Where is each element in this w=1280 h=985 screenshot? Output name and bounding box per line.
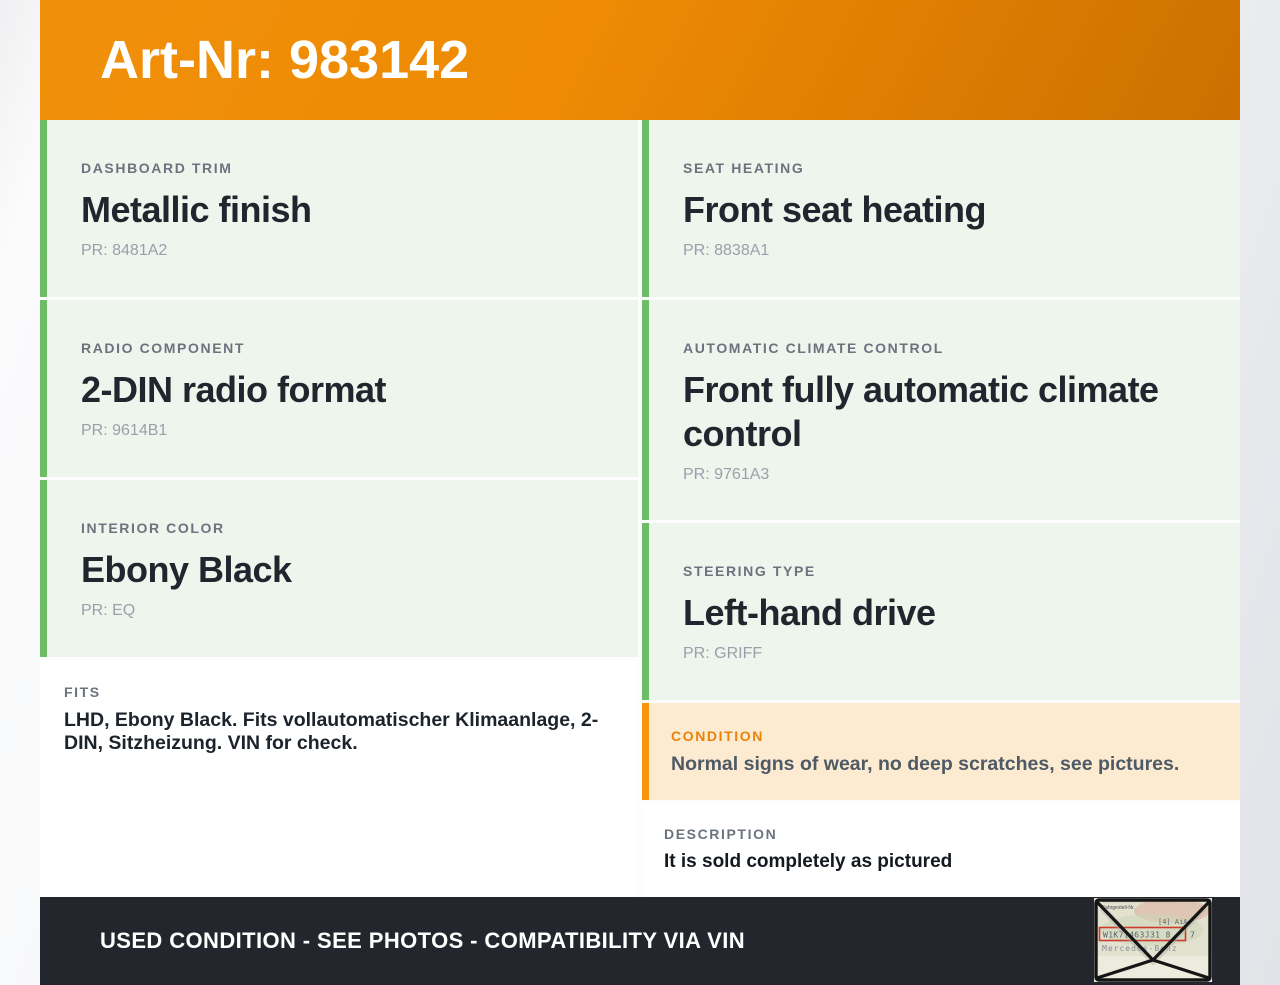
right-column [642,120,1240,897]
spec-value: Metallic finish [81,189,312,230]
footer-text: USED CONDITION - SEE PHOTOS - COMPATIBILITY VIA VIN [100,928,746,953]
vin-document-image [1094,898,1212,982]
brand-text: Mercedes-Benz [1102,944,1178,953]
condition-label: CONDITION [671,728,764,744]
spec-label: STEERING TYPE [683,563,816,579]
vin-suffix: 7 [1190,930,1195,940]
spec-pr-code: PR: 8481A2 [81,242,168,259]
spec-pr-code: PR: 8838A1 [683,242,770,259]
document-field-ref: [4] AiA [1158,918,1188,926]
spec-label: SEAT HEATING [683,160,805,176]
product-spec-sheet [40,0,1240,985]
description-label: DESCRIPTION [664,826,778,842]
spec-card-radio-component [40,300,638,477]
spec-value: 2-DIN radio format [81,369,387,410]
spec-card-steering-type [642,523,1240,700]
spec-card-dashboard-trim [40,120,638,297]
spec-pr-code: PR: 9614B1 [81,422,168,439]
spec-card-interior-color [40,480,638,657]
document-field-label: Fahrgestell-Nr. [1102,905,1135,911]
fits-section [40,660,638,897]
spec-value: Front fully automatic climate control [683,369,1159,454]
fits-text: LHD, Ebony Black. Fits vollautomatischer Klimaanlage, 2-DIN, Sitzheizung. VIN for check. [64,709,599,754]
spec-card-climate-control [642,300,1240,520]
fits-label: FITS [64,684,101,700]
spec-pr-code: PR: GRIFF [683,645,763,662]
spec-value: Ebony Black [81,549,292,590]
spec-label: DASHBOARD TRIM [81,160,233,176]
condition-text: Normal signs of wear, no deep scratches, see pictures. [671,753,1180,775]
spec-card-seat-heating [642,120,1240,297]
condition-section [642,703,1240,800]
description-text: It is sold completely as pictured [664,851,953,872]
spec-label: INTERIOR COLOR [81,520,225,536]
footer-banner [40,897,1240,985]
spec-pr-code: PR: EQ [81,602,136,619]
spec-label: AUTOMATIC CLIMATE CONTROL [683,340,944,356]
spec-columns [40,120,1240,897]
header [40,0,1240,120]
page-title: Art-Nr: 983142 [100,30,470,90]
description-section [642,803,1240,897]
spec-label: RADIO COMPONENT [81,340,245,356]
vin-text: W1K71463J31 8 [1103,930,1171,940]
spec-value: Left-hand drive [683,592,936,633]
spec-value: Front seat heating [683,189,987,230]
left-column [40,120,638,897]
spec-pr-code: PR: 9761A3 [683,466,770,483]
